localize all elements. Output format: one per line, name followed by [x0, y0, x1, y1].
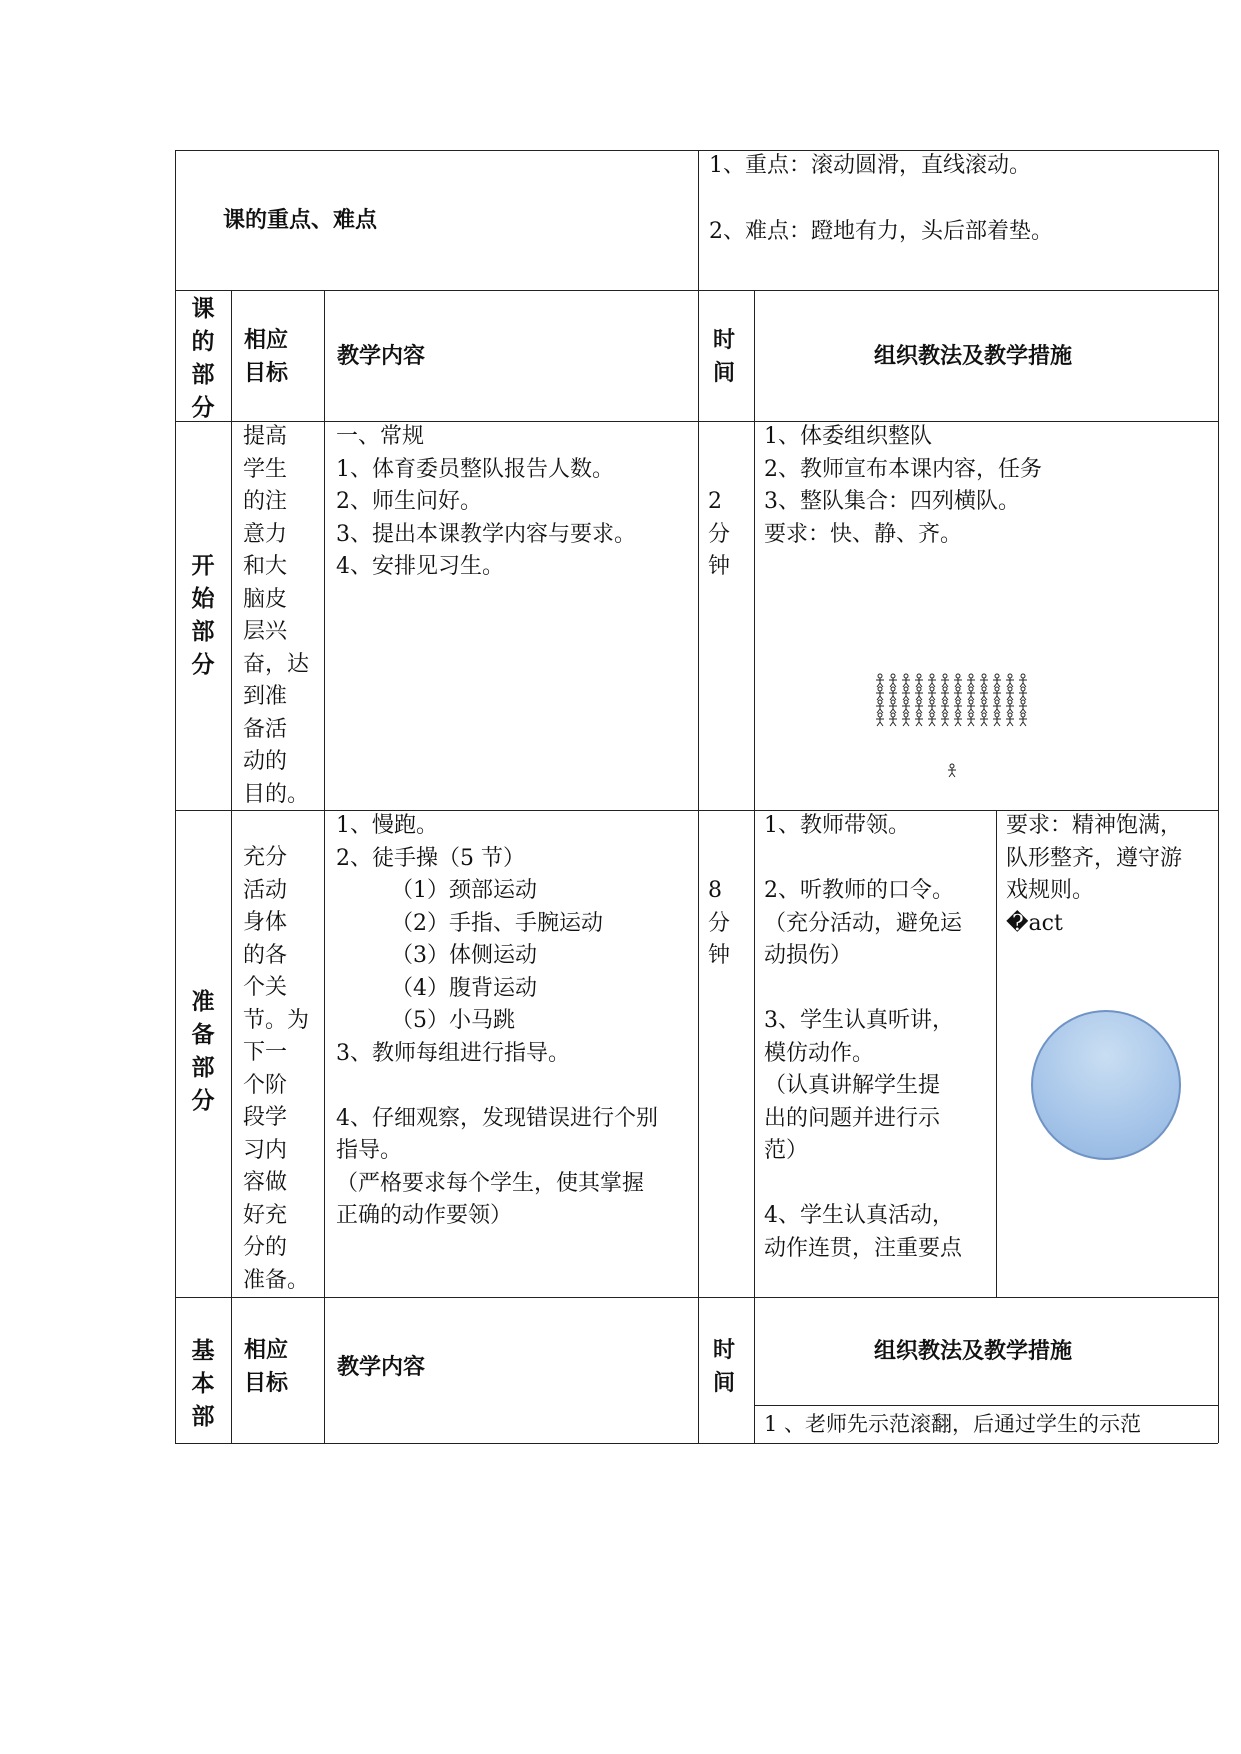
student-figure: [980, 700, 988, 713]
student-figure: [967, 713, 975, 726]
basic-part-label: 基 本 部: [191, 1337, 215, 1430]
table-col-divider: [698, 150, 699, 1443]
difficulty-text: 2、难点：蹬地有力，头后部着垫。: [709, 219, 1053, 244]
formation-diagram: [872, 672, 1032, 782]
student-figure: [980, 674, 988, 687]
table-row-divider: [175, 1297, 1218, 1298]
table-row-divider: [175, 421, 1218, 422]
prep-time: 8 分 钟: [708, 878, 731, 968]
student-figure: [889, 713, 897, 726]
table-border-right: [1218, 150, 1219, 1443]
student-figure: [980, 687, 988, 700]
student-figure: [941, 687, 949, 700]
student-figure: [928, 713, 936, 726]
student-figure: [1006, 713, 1014, 726]
basic-time: 时 间: [713, 1337, 736, 1396]
table-border-bottom: [175, 1443, 1218, 1444]
prep-requirement: 要求：精神饱满， 队形整齐，遵守游 戏规则。 �act: [1006, 813, 1183, 936]
table-row-divider: [755, 1405, 1218, 1406]
prep-method: 1、教师带领。 2、听教师的口令。 （充分活动，避免运 动损伤） 3、学生认真听讲， 模仿动作。 （认真讲解学生提 出的问题并进行示 范） 4、学生认真活动， 动作连贯，注重要点: [764, 813, 963, 1261]
start-part-label: 开 始 部 分: [191, 552, 215, 678]
student-figure: [941, 713, 949, 726]
student-figure: [915, 713, 923, 726]
student-figure: [889, 700, 897, 713]
start-time: 2 分 钟: [708, 489, 731, 579]
table-col-divider: [324, 290, 325, 1443]
basic-content: 教学内容: [337, 1354, 426, 1380]
table-col-divider: [996, 810, 997, 1297]
table-border-top: [175, 150, 1218, 151]
basic-method: 组织教法及教学措施: [874, 1338, 1073, 1364]
student-figure: [967, 700, 975, 713]
student-figure: [902, 713, 910, 726]
student-figure: [954, 700, 962, 713]
student-figure: [1006, 700, 1014, 713]
student-figure: [993, 700, 1001, 713]
student-figure: [902, 687, 910, 700]
student-figure: [980, 713, 988, 726]
student-figure: [876, 687, 884, 700]
prep-part-label: 准 备 部 分: [191, 988, 215, 1114]
teacher-figure: [948, 764, 956, 777]
student-figure: [928, 674, 936, 687]
student-figure: [902, 700, 910, 713]
student-figure: [1006, 674, 1014, 687]
prep-content: 1、慢跑。 2、徒手操（5 节） （1）颈部运动 （2）手指、手腕运动 （3）体侧运动 （4）腹背运动 （5）小马跳 3、教师每组进行指导。 4、仔细观察，发现错误进行个别 指导。 （严格要求每个学生，使其掌握 正确的动作要领）: [336, 813, 658, 1228]
student-figure: [941, 674, 949, 687]
student-figure: [889, 674, 897, 687]
basic-goal: 相应 目标: [244, 1337, 289, 1396]
table-col-divider: [754, 290, 755, 1443]
start-method: 1、体委组织整队 2、教师宣布本课内容，任务 3、整队集合：四列横队。 要求：快、静、齐。: [764, 424, 1042, 547]
student-figure: [993, 674, 1001, 687]
student-figure: [902, 674, 910, 687]
header-part: 课 的 部 分: [191, 295, 215, 421]
student-figure: [915, 687, 923, 700]
student-figure: [1006, 687, 1014, 700]
student-figure: [876, 713, 884, 726]
student-figure: [928, 687, 936, 700]
header-goal: 相应 目标: [244, 327, 289, 386]
basic-method-first: 1 、老师先示范滚翻，后通过学生的示范: [764, 1412, 1142, 1436]
key-points-label: 课的重点、难点: [223, 207, 378, 233]
start-content: 一、常规 1、体育委员整队报告人数。 2、师生问好。 3、提出本课教学内容与要求。 4、安排见习生。: [336, 424, 636, 579]
student-figure: [954, 713, 962, 726]
student-figure: [1019, 687, 1027, 700]
student-figure: [876, 700, 884, 713]
start-goal: 提高 学生 的注 意力 和大 脑皮 层兴 奋，达 到准 备活 动的 目的。: [243, 424, 310, 807]
student-figure: [967, 674, 975, 687]
header-time: 时 间: [713, 327, 736, 386]
key-point-text: 1、重点：滚动圆滑，直线滚动。: [709, 153, 1031, 178]
student-figure: [1019, 674, 1027, 687]
student-figure: [915, 700, 923, 713]
student-figure: [993, 713, 1001, 726]
student-figure: [928, 700, 936, 713]
prep-goal: 充分 活动 身体 的各 个关 节。为 下一 个阶 段学 习内 容做 好充 分的 准备。: [243, 845, 310, 1293]
table-border-left: [175, 150, 176, 1443]
student-figure: [941, 700, 949, 713]
student-figure: [1019, 700, 1027, 713]
circle-formation-shape: [1031, 1010, 1181, 1160]
student-figure: [993, 687, 1001, 700]
header-content: 教学内容: [337, 343, 426, 369]
table-row-divider: [175, 290, 1218, 291]
student-figure: [915, 674, 923, 687]
student-figure: [954, 687, 962, 700]
student-figure: [1019, 713, 1027, 726]
student-figure: [889, 687, 897, 700]
header-method: 组织教法及教学措施: [874, 343, 1073, 369]
student-figure: [876, 674, 884, 687]
student-figure: [967, 687, 975, 700]
student-figure: [954, 674, 962, 687]
table-col-divider: [231, 290, 232, 1443]
